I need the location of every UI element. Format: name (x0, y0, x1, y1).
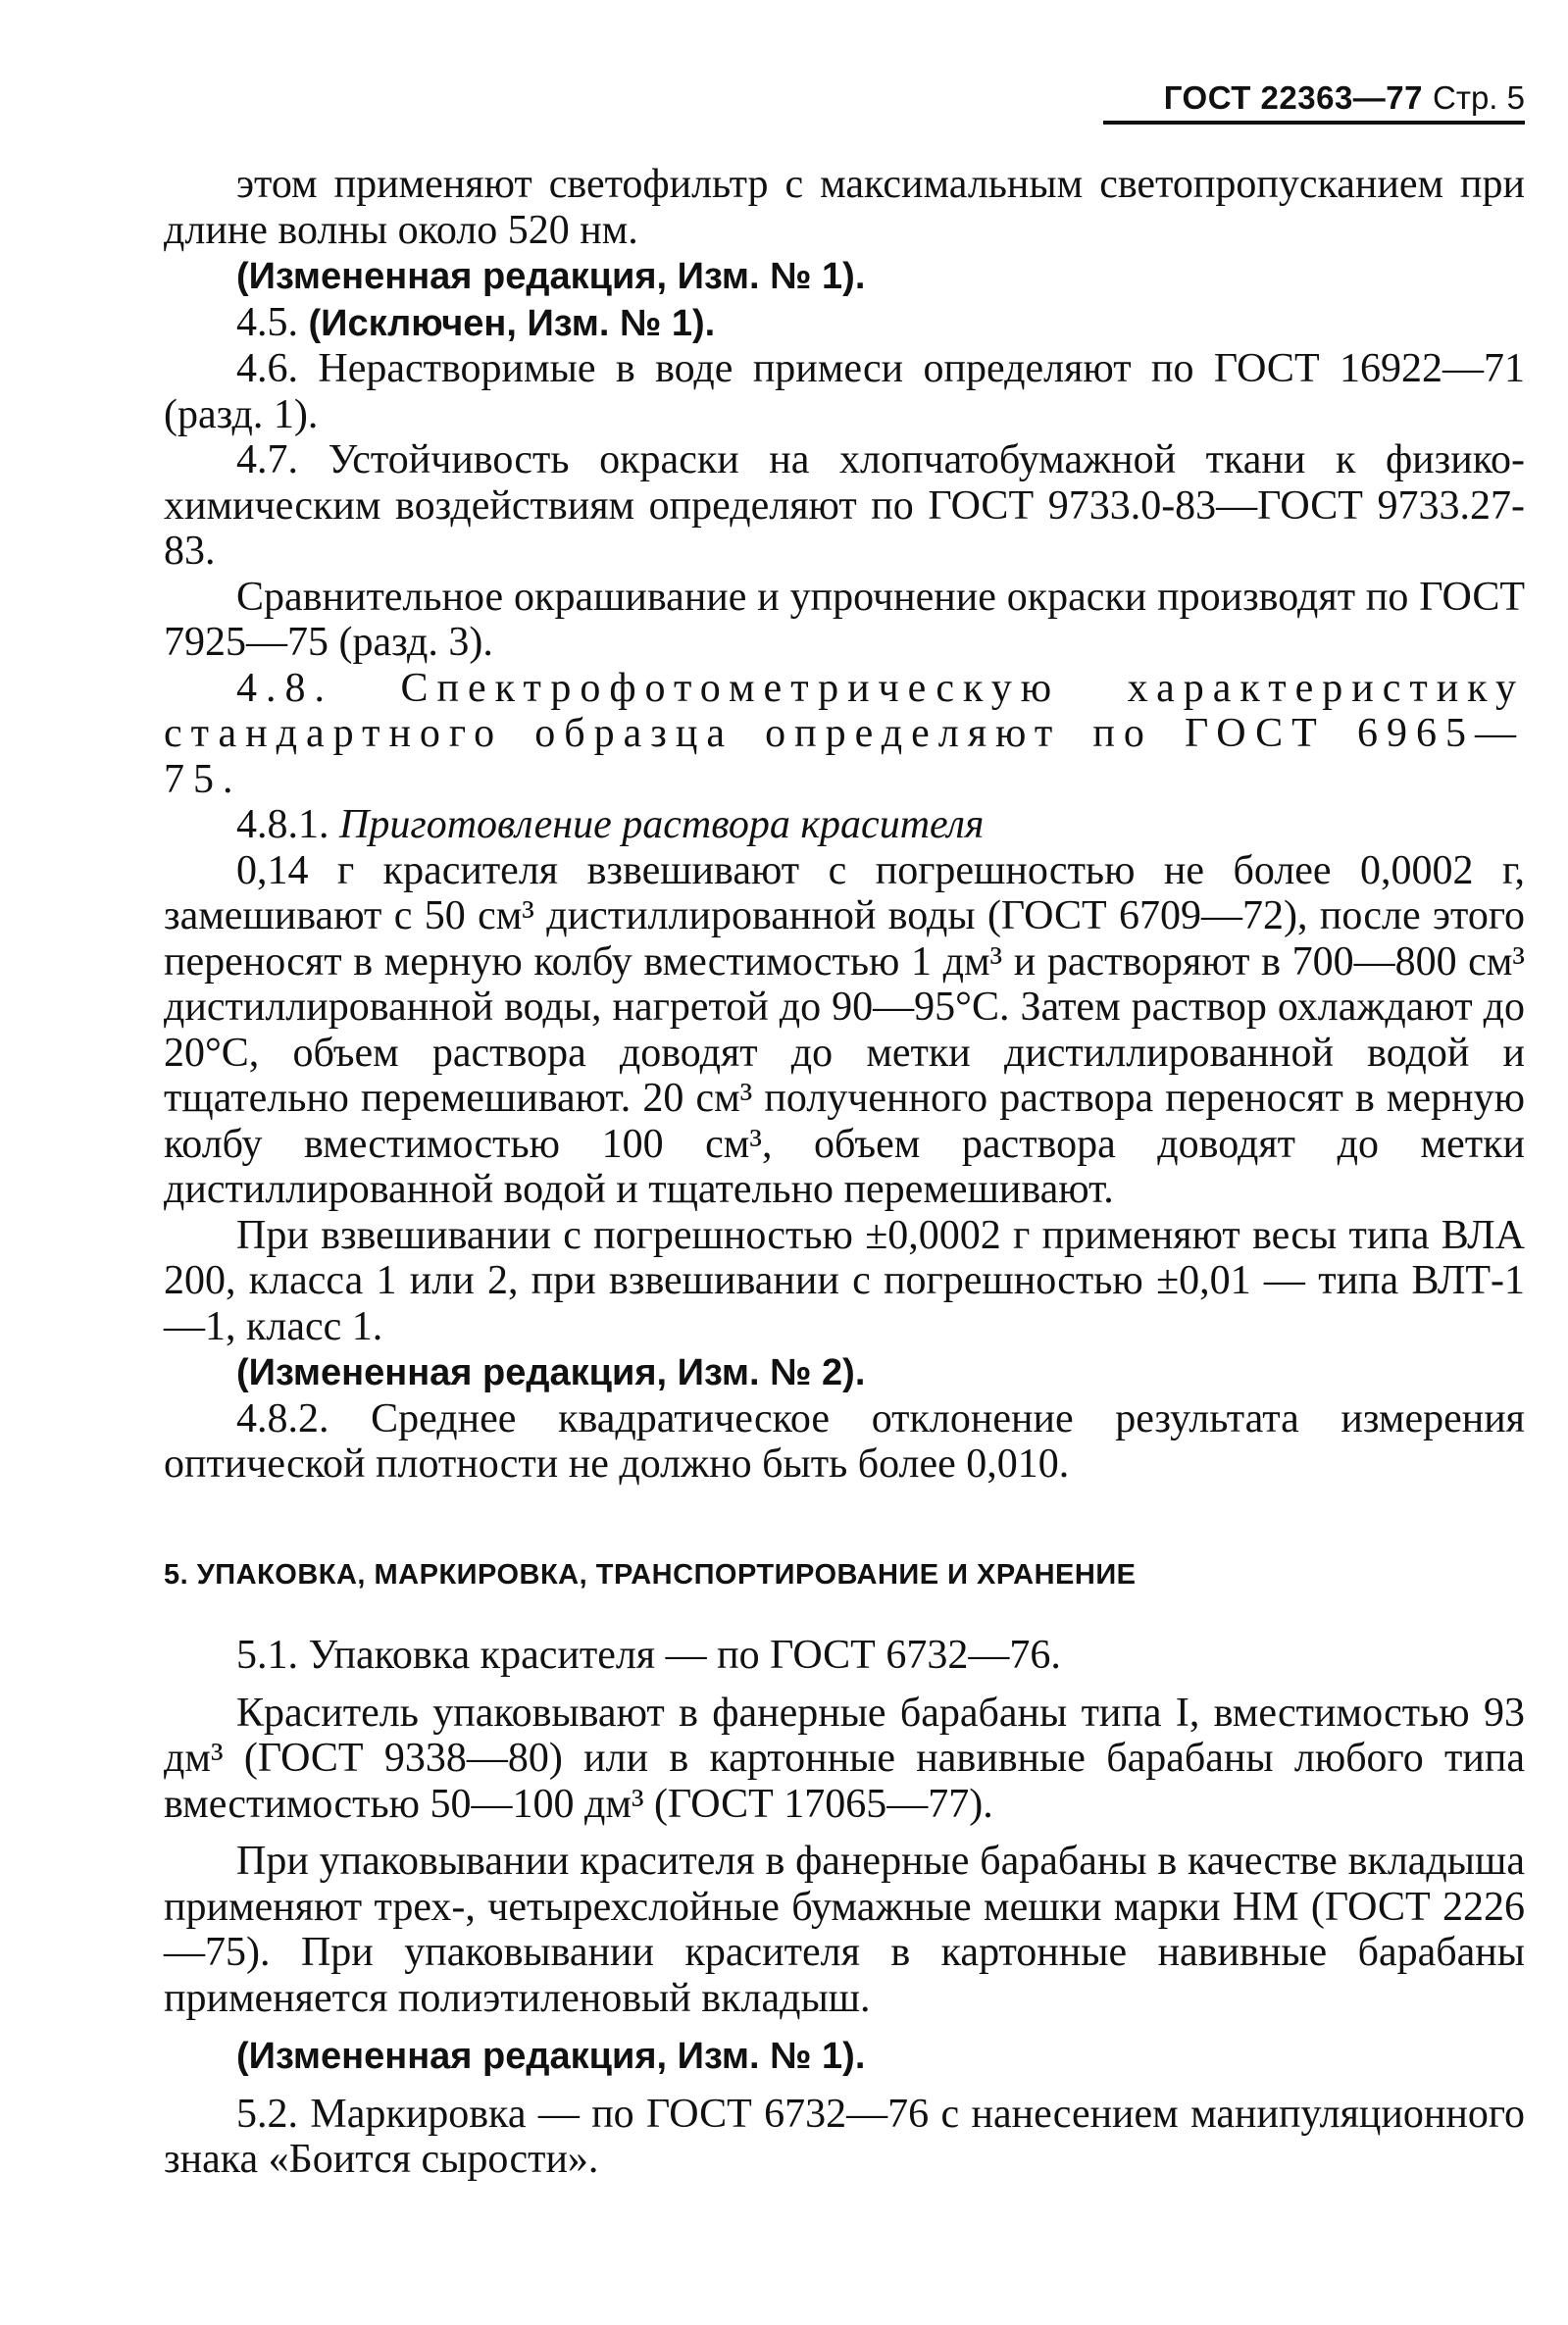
amendment-text: (Измененная редакция, Изм. № 2). (236, 1352, 866, 1393)
section-5-title: 5. УПАКОВКА, МАРКИРОВКА, ТРАНСПОРТИРОВАНИЕ И ХРАНЕНИЕ (164, 1558, 1137, 1591)
clause-4-5 (164, 300, 1525, 347)
clause-5-1: 5.1. Упаковка красителя — по ГОСТ 6732—76. (236, 1633, 1061, 1678)
amendment-note (164, 1349, 1525, 1396)
paragraph-filter: этом применяют светофильтр с максимальным светопропусканием при длине волны около 520 нм. (164, 162, 1525, 253)
amendment-text: (Измененная редакция, Изм. № 1). (236, 256, 866, 297)
paragraph-solution-prep: 0,14 г красителя взвешивают с погрешностью не более 0,0002 г, замешивают с 50 см³ дистиллированной воды (ГОСТ 6709—72), после этого переносят в мерную колбу вместимостью 1 дм³ и растворяют в 700—800 см³ дистиллированной воды, нагретой до 90—95°С. Затем раствор охлаждают до 20°С, объем раствора доводят до метки дистиллированной водой и тщательно перемешивают. 20 см³ полученного раствора переносят в мерную колбу вместимостью 100 см³, объем раствора доводят до метки дистиллированной водой и тщательно перемешивают. (164, 847, 1525, 1212)
amendment-note (164, 253, 1525, 300)
clause-4-8-1 (164, 802, 1525, 848)
subsection-title: Приготовление раствора красителя (339, 802, 985, 847)
running-header (164, 78, 1525, 125)
paragraph-weighing: При взвешивании с погрешностью ±0,0002 г применяют весы типа ВЛА 200, класса 1 или 2, при взвешивании с погрешностью ±0,01 — типа ВЛТ-1—1, класс 1. (164, 1212, 1525, 1349)
standard-number: ГОСТ 22363—77 (1163, 79, 1423, 116)
clause-number: 4.8.1. (236, 802, 339, 847)
clause-4-8-2: 4.8.2. Среднее квадратическое отклонение результата измерения оптической плотности не должно быть более 0,010. (164, 1395, 1525, 1487)
paragraph-comparative-dyeing: Сравнительное окрашивание и упрочнение окраски производят по ГОСТ 7925—75 (разд. 3). (164, 574, 1525, 665)
amendment-text: (Измененная редакция, Изм. № 1). (236, 2036, 866, 2077)
clause-excluded: (Исключен, Изм. № 1). (308, 302, 716, 344)
page-number: Стр. 5 (1433, 79, 1525, 116)
clause-4-6: 4.6. Нерастворимые в воде примеси определяют по ГОСТ 16922—71 (разд. 1). (164, 346, 1525, 437)
clause-4-7: 4.7. Устойчивость окраски на хлопчатобумажной ткани к физико-химическим воздействиям определяют по ГОСТ 9733.0-83—ГОСТ 9733.27-83. (164, 437, 1525, 574)
clause-number: 4.5. (236, 299, 309, 345)
amendment-note (164, 2033, 1525, 2080)
paragraph-packaging-liners: При упаковывании красителя в фанерные барабаны в качестве вкладыша применяют трех-, четырехслойные бумажные мешки марки НМ (ГОСТ 2226—75). При упаковывании красителя в картонные навивные барабаны применяется полиэтиленовый вкладыш. (164, 1839, 1525, 2021)
paragraph-packaging-drums: Краситель упаковывают в фанерные барабаны типа I, вместимостью 93 дм³ (ГОСТ 9338—80) или в картонные навивные барабаны любого типа вместимостью 50—100 дм³ (ГОСТ 17065—77). (164, 1690, 1525, 1827)
clause-4-8: 4.8. Спектрофотометрическую характеристику стандартного образца определяют по ГОСТ 6965—75. (164, 665, 1525, 802)
document-page (164, 78, 1525, 2183)
clause-5-2: 5.2. Маркировка — по ГОСТ 6732—76 с нанесением манипуляционного знака «Боится сырости». (164, 2091, 1525, 2182)
